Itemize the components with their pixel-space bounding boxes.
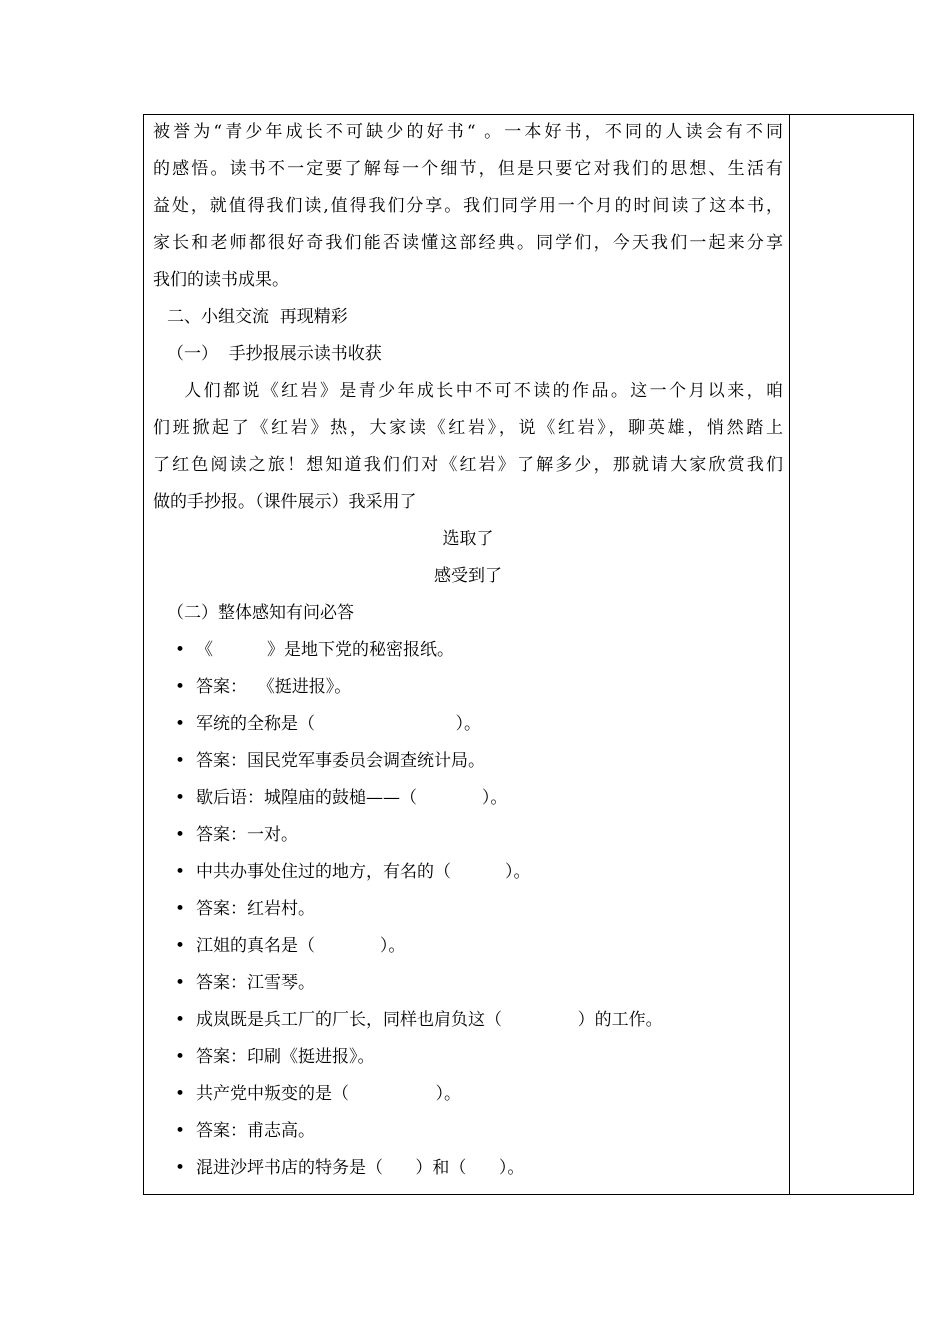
bullet-icon: • bbox=[174, 677, 186, 697]
qa-text: 答案：一对。 bbox=[196, 825, 298, 845]
bullet-icon: • bbox=[174, 973, 186, 993]
qa-text: 《 》是地下党的秘密报纸。 bbox=[196, 640, 455, 660]
bullet-icon: • bbox=[174, 862, 186, 882]
qa-text: 成岚既是兵工厂的厂长，同样也肩负这（ ）的工作。 bbox=[196, 1010, 663, 1030]
qa-list bbox=[153, 632, 783, 1187]
section-heading-two: 二、小组交流 再现精彩 bbox=[167, 307, 348, 327]
qa-item bbox=[153, 1150, 783, 1187]
bullet-icon: • bbox=[174, 788, 186, 808]
bullet-icon: • bbox=[174, 1010, 186, 1030]
subsection-heading-two: （二）整体感知有问必答 bbox=[167, 603, 354, 623]
bullet-icon: • bbox=[174, 1158, 186, 1178]
bullet-icon: • bbox=[174, 751, 186, 771]
intro-line: 益处，就值得我们读,值得我们分享。我们同学用一个月的时间读了这本书， bbox=[153, 196, 783, 216]
qa-text: 答案：江雪琴。 bbox=[196, 973, 315, 993]
paragraph-line: 们班掀起了《红岩》热，大家读《红岩》，说《红岩》，聊英雄，悄然踏上 bbox=[153, 418, 783, 438]
qa-item bbox=[153, 1002, 783, 1039]
qa-text: 混进沙坪书店的特务是（ ）和（ ）。 bbox=[196, 1158, 525, 1178]
qa-item bbox=[153, 928, 783, 965]
qa-item bbox=[153, 817, 783, 854]
qa-item bbox=[153, 632, 783, 669]
bullet-icon: • bbox=[174, 936, 186, 956]
centered-line: 感受到了 bbox=[434, 566, 502, 586]
bullet-icon: • bbox=[174, 640, 186, 660]
intro-line: 的感悟。读书不一定要了解每一个细节，但是只要它对我们的思想、生活有 bbox=[153, 159, 783, 179]
qa-item bbox=[153, 965, 783, 1002]
paragraph-line: 了红色阅读之旅！想知道我们们对《红岩》了解多少，那就请大家欣赏我们 bbox=[153, 455, 783, 475]
qa-item bbox=[153, 1039, 783, 1076]
bullet-icon: • bbox=[174, 1084, 186, 1104]
qa-item bbox=[153, 669, 783, 706]
qa-text: 答案：印刷《挺进报》。 bbox=[196, 1047, 375, 1067]
qa-item bbox=[153, 743, 783, 780]
intro-line: 家长和老师都很好奇我们能否读懂这部经典。同学们，今天我们一起来分享 bbox=[153, 233, 783, 253]
qa-text: 答案：红岩村。 bbox=[196, 899, 315, 919]
bullet-icon: • bbox=[174, 825, 186, 845]
qa-text: 共产党中叛变的是（ ）。 bbox=[196, 1084, 461, 1104]
qa-text: 江姐的真名是（ ）。 bbox=[196, 936, 406, 956]
qa-text: 答案：甫志高。 bbox=[196, 1121, 315, 1141]
subsection-heading-one: （一） 手抄报展示读书收获 bbox=[167, 344, 382, 364]
intro-line: 我们的读书成果。 bbox=[153, 270, 289, 290]
lesson-content-cell bbox=[153, 114, 783, 1187]
centered-line: 选取了 bbox=[442, 529, 494, 549]
qa-text: 中共办事处住过的地方，有名的（ ）。 bbox=[196, 862, 531, 882]
paragraph-line: 人们都说《红岩》是青少年成长中不可不读的作品。这一个月以来，咱 bbox=[153, 381, 783, 401]
qa-item bbox=[153, 1076, 783, 1113]
paragraph-line: 做的手抄报。（课件展示）我采用了 bbox=[153, 492, 417, 512]
bullet-icon: • bbox=[174, 1121, 186, 1141]
bullet-icon: • bbox=[174, 1047, 186, 1067]
qa-item bbox=[153, 854, 783, 891]
qa-text: 军统的全称是（ ）。 bbox=[196, 714, 481, 734]
qa-item bbox=[153, 1113, 783, 1150]
bullet-icon: • bbox=[174, 899, 186, 919]
qa-text: 歇后语：城隍庙的鼓槌——（ ）。 bbox=[196, 788, 508, 808]
intro-line: 被誉为“青少年成长不可缺少的好书“ 。一本好书，不同的人读会有不同 bbox=[153, 122, 783, 142]
side-cell bbox=[790, 114, 914, 1195]
qa-item bbox=[153, 706, 783, 743]
bullet-icon: • bbox=[174, 714, 186, 734]
qa-text: 答案：国民党军事委员会调查统计局。 bbox=[196, 751, 485, 771]
qa-item bbox=[153, 780, 783, 817]
qa-item bbox=[153, 891, 783, 928]
qa-text: 答案： 《挺进报》。 bbox=[196, 677, 352, 697]
